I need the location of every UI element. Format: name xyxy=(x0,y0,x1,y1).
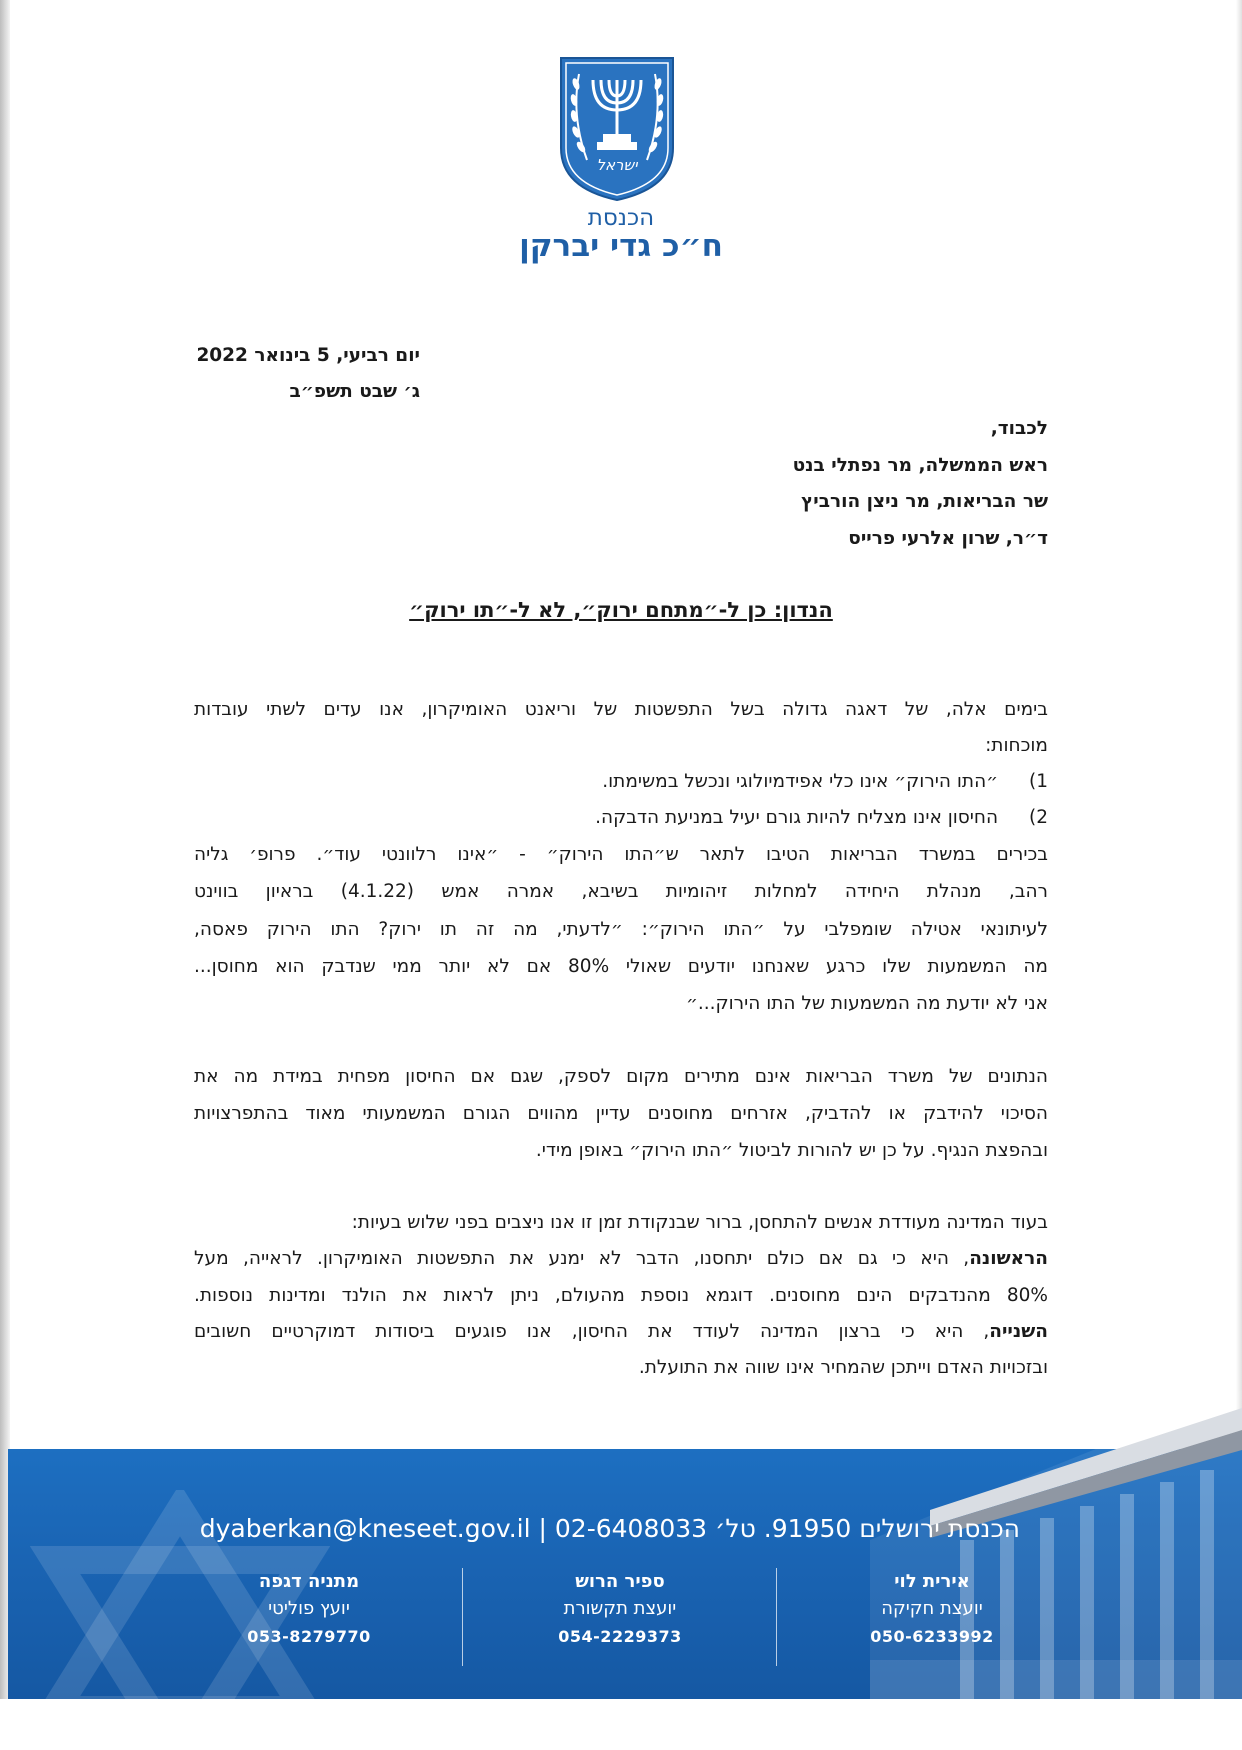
list-number: 2) xyxy=(1029,807,1048,828)
date-gregorian: יום רביעי, 5 בינואר 2022 xyxy=(196,345,420,366)
staff-name: ספיר הרוש xyxy=(575,1571,665,1592)
staff-card xyxy=(822,1569,1042,1651)
staff-card xyxy=(510,1569,730,1651)
list-text: החיסון אינו מצליח להיות גורם יעיל במניעת הדבקה. xyxy=(595,807,999,828)
addressee-line: ד״ר, שרון אלרעי פרייס xyxy=(848,527,1048,549)
body-line: הסיכוי להידבק או להדביק, אזרחים מחוסנים עדיין מהווים הגורם המשמעותי מאוד בהתפרצויות xyxy=(194,1103,1048,1124)
body-line: מה המשמעות שלו כרגע שאנחנו יודעים שאולי 80% אם לא יותר ממי שנדבק הוא מחוסן... xyxy=(194,956,1048,977)
mk-name: ח״כ גדי יברקן xyxy=(519,228,723,264)
staff-phone: 050-6233992 xyxy=(870,1627,994,1646)
list-item xyxy=(194,806,1048,830)
staff-phone: 054-2229373 xyxy=(558,1627,682,1646)
state-emblem-icon xyxy=(557,56,677,202)
body-line: בעוד המדינה מעודדת אנשים להתחסן, ברור שבנקודת זמן זו אנו ניצבים בפני שלוש בעיות: xyxy=(351,1212,1048,1233)
footer-contact-line: הכנסת ירושלים 91950. טל׳ 02-6408033 | dyaberkan@kneseet.gov.il xyxy=(199,1514,1020,1543)
date-block xyxy=(160,338,420,410)
body-line xyxy=(194,1320,1048,1344)
knesset-building-icon xyxy=(870,1390,1242,1699)
staff-phone: 053-8279770 xyxy=(247,1627,371,1646)
body-line: בימים אלה, של דאגה גדולה בשל התפשטות של וריאנט האומיקרון, אנו עדים לשתי עובדות xyxy=(194,699,1048,720)
body-line xyxy=(194,1247,1048,1271)
addressee-line: שר הבריאות, מר ניצן הורביץ xyxy=(801,491,1048,512)
salutation: לכבוד, xyxy=(990,418,1048,439)
body-line: הנתונים של משרד הבריאות אינם מתירים מקום לספק, שגם אם החיסון מפחית במידת מה את xyxy=(194,1066,1048,1087)
staff-card xyxy=(199,1569,419,1651)
footer-divider xyxy=(776,1568,777,1666)
body-line: ובהפצת הנגיף. על כן יש להורות לביטול ״התו הירוק״ באופן מידי. xyxy=(535,1140,1048,1161)
list-text: ״התו הירוק״ אינו כלי אפידמיולוגי ונכשל במשימתו. xyxy=(602,771,999,792)
institution-label: הכנסת xyxy=(587,205,655,231)
staff-role: יועצת תקשורת xyxy=(563,1598,677,1619)
second-problem-lead: השנייה xyxy=(989,1321,1048,1342)
list-item xyxy=(194,770,1048,794)
page-edge-shadow xyxy=(0,0,10,1699)
addressee-line: ראש הממשלה, מר נפתלי בנט xyxy=(792,454,1048,476)
staff-name: מתניה דגפה xyxy=(258,1571,360,1592)
body-line: רהב, מנהלת היחידה למחלות זיהומיות בשיבא, אמרה אמש (4.1.22) בראיון בווינט xyxy=(194,881,1048,902)
second-problem-text: , היא כי ברצון המדינה לעודד את החיסון, אנו פוגעים ביסודות דמוקרטיים חשובים xyxy=(194,1321,990,1342)
addressee-block xyxy=(548,411,1048,557)
body-line: 80% מהנדבקים הינם מחוסנים. דוגמא נוספת מהעולם, ניתן לראות את הולנד ומדינות נוספות. xyxy=(194,1285,1048,1306)
list-number: 1) xyxy=(1029,771,1048,792)
first-problem-lead: הראשונה xyxy=(969,1248,1048,1269)
subject-line: הנדון: כן ל-״מתחם ירוק״, לא ל-״תו ירוק״ xyxy=(409,598,833,622)
date-hebrew: ג׳ שבט תשפ״ב xyxy=(289,381,420,402)
first-problem-text: , היא כי גם אם כולם יתחסנו, הדבר לא ימנע את התפשטות האומיקרון. לראייה, מעל xyxy=(194,1248,970,1269)
body-line: אני לא יודעת מה המשמעות של התו הירוק...״ xyxy=(685,993,1048,1014)
staff-role: יועץ פוליטי xyxy=(268,1598,350,1619)
body-line: בכירים במשרד הבריאות הטיבו לתאר ש״התו הירוק״ - ״אינו רלוונטי עוד״. פרופ׳ גליה xyxy=(194,844,1048,865)
body-line: לעיתונאי אטילה שומפלבי על ״התו הירוק״: ״לדעתי, מה זה תו ירוק? התו הירוק פאסה, xyxy=(194,919,1048,940)
body-line: מוכחות: xyxy=(985,735,1048,756)
emblem-text: ישראל xyxy=(596,156,638,174)
staff-name: אירית לוי xyxy=(894,1571,970,1592)
staff-role: יועצת חקיקה xyxy=(881,1598,983,1619)
body-line: ובזכויות האדם וייתכן שהמחיר אינו שווה את התועלת. xyxy=(638,1357,1048,1378)
footer-divider xyxy=(462,1568,463,1666)
